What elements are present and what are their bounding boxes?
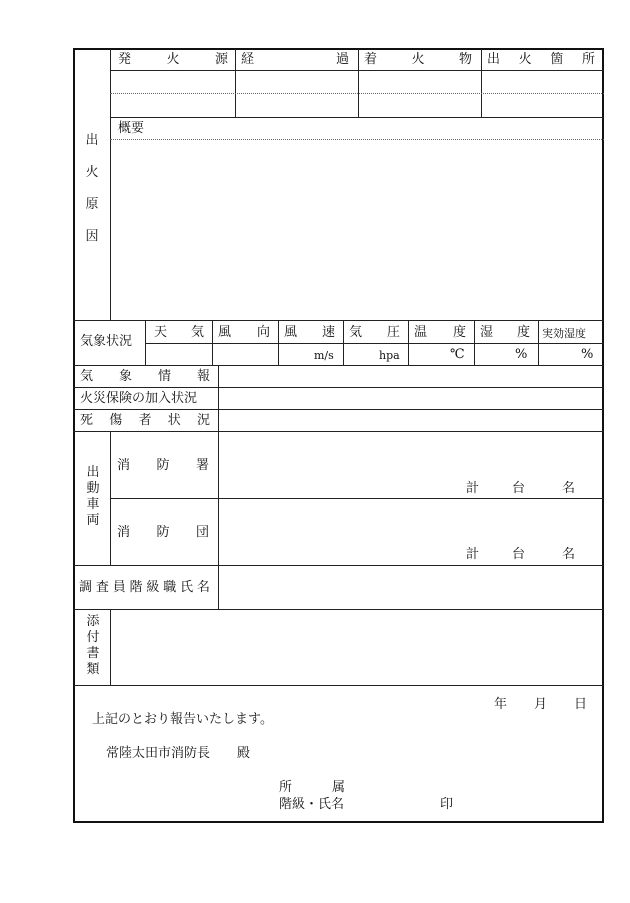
weather-mid-line bbox=[145, 343, 604, 344]
attachments-field[interactable] bbox=[111, 610, 603, 684]
weather-col-2 bbox=[278, 320, 279, 365]
insurance-field[interactable] bbox=[219, 388, 603, 408]
station-persons-label: 名 bbox=[562, 481, 576, 496]
report-statement: 上記のとおり報告いたします。 bbox=[92, 712, 273, 727]
rank-name-label: 階級・氏名 bbox=[279, 797, 345, 812]
date-day-label: 日 bbox=[574, 697, 588, 712]
weather-col-3 bbox=[343, 320, 344, 365]
cause-header-line bbox=[110, 70, 604, 71]
date-month-label: 月 bbox=[534, 697, 548, 712]
unit-effective-humidity: % bbox=[581, 347, 594, 362]
fire-station-field[interactable] bbox=[219, 432, 603, 497]
cause-col-divider-3 bbox=[481, 49, 482, 117]
brigade-units-label: 台 bbox=[512, 547, 526, 562]
cause-col-divider-1 bbox=[235, 49, 236, 117]
attachments-label: 添 付 書 類 bbox=[86, 614, 100, 677]
weather-col-6 bbox=[538, 320, 539, 365]
header-effective-humidity: 実効湿度 bbox=[542, 327, 586, 340]
addressee: 常陸太田市消防長 bbox=[106, 746, 211, 761]
header-weather: 天 気 bbox=[154, 325, 204, 340]
investigator-field[interactable] bbox=[219, 566, 603, 608]
header-process: 経 過 bbox=[241, 52, 349, 67]
station-units-label: 台 bbox=[512, 481, 526, 496]
attachments-bottom-line bbox=[73, 685, 604, 686]
cause-table-bottom bbox=[110, 117, 604, 118]
casualties-field[interactable] bbox=[219, 410, 603, 430]
date-year-label: 年 bbox=[494, 697, 508, 712]
weather-info-field[interactable] bbox=[219, 366, 603, 386]
weather-label: 気象状況 bbox=[80, 334, 133, 349]
fire-brigade-label: 消 防 団 bbox=[117, 525, 209, 540]
weather-info-label: 気 象 情 報 bbox=[80, 369, 210, 384]
summary-label: 概要 bbox=[118, 121, 145, 136]
header-wind-direction: 風 向 bbox=[218, 325, 270, 340]
header-humidity: 湿 度 bbox=[480, 325, 530, 340]
cause-dotted-line bbox=[110, 93, 604, 94]
seal-label: 印 bbox=[440, 797, 454, 812]
unit-humidity: % bbox=[515, 347, 528, 362]
dispatch-side-label: 出 動 車 両 bbox=[86, 465, 100, 528]
header-temperature: 温 度 bbox=[414, 325, 466, 340]
summary-field[interactable] bbox=[111, 140, 603, 319]
header-pressure: 気 圧 bbox=[349, 325, 400, 340]
unit-pressure: hpa bbox=[379, 349, 400, 362]
weather-col-4 bbox=[408, 320, 409, 365]
brigade-persons-label: 名 bbox=[562, 547, 576, 562]
cause-side-label: 出 火 原 因 bbox=[85, 133, 99, 244]
affiliation-label: 所 属 bbox=[279, 780, 345, 795]
weather-col-5 bbox=[474, 320, 475, 365]
unit-temperature: ℃ bbox=[450, 347, 465, 362]
honorific: 殿 bbox=[237, 746, 251, 761]
weather-top-line bbox=[73, 320, 604, 321]
insurance-label: 火災保険の加入状況 bbox=[80, 391, 198, 406]
header-ignited-material: 着 火 物 bbox=[364, 52, 472, 67]
header-wind-speed: 風 速 bbox=[284, 325, 335, 340]
casualties-label: 死 傷 者 状 況 bbox=[80, 413, 210, 428]
weather-col-1 bbox=[212, 320, 213, 365]
station-total-label: 計 bbox=[466, 481, 480, 496]
header-ignition-source: 発 火 源 bbox=[118, 52, 228, 67]
unit-wind-speed: m/s bbox=[314, 349, 334, 362]
cause-col-divider-2 bbox=[358, 49, 359, 117]
brigade-total-label: 計 bbox=[466, 547, 480, 562]
header-fire-location: 出 火 箇 所 bbox=[487, 52, 595, 67]
investigator-label: 調 査 員 階 級 職 氏 名 bbox=[79, 580, 210, 595]
fire-station-label: 消 防 署 bbox=[117, 458, 209, 473]
fire-brigade-field[interactable] bbox=[219, 499, 603, 564]
